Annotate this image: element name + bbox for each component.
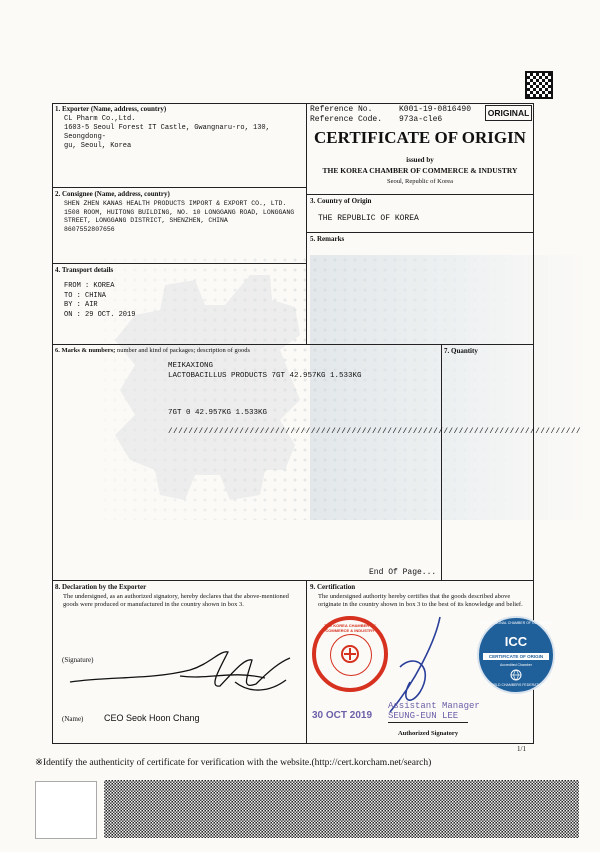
declaration-text: The undersigned, as an authorized signatory, hereby declares that the above-mentioned goods were produced or manufactured in the country shown in box 3. [63,593,289,608]
globe-icon [509,669,523,681]
goods-package-summary: 7GT 0 42.957KG 1.533KG [168,409,268,417]
certification-date: 30 OCT 2019 [312,710,373,721]
signature-label: (Signature) [62,656,94,664]
kcci-seal: THE KOREA CHAMBER OF COMMERCE & INDUSTRY [312,616,388,692]
issued-by: issued by [406,156,434,164]
quantity-heading: 7. Quantity [444,347,478,355]
goods-separator: ///////////////////////////////////////////////////////////////////////////////// [168,428,582,436]
qr-code [525,71,553,99]
goods-description: LACTOBACILLUS PRODUCTS 7GT 42.957KG 1.533KG [168,372,362,380]
stamp-name: SEUNG-EUN LEE [388,711,459,721]
original-badge: ORIGINAL [485,105,532,121]
icc-accreditation-badge: INTERNATIONAL CHAMBER OF COMMERCE ICC CERTIFICATE OF ORIGIN Accredited Chamber WORLD CHAMBERS FEDERATION [477,616,555,694]
page-number: 1/1 [517,745,526,753]
reference-code-value: 973a-cle6 [399,115,443,124]
issuer-location: Seoul, Republic of Korea [386,178,454,185]
declaration-heading: 8. Declaration by the Exporter [55,583,147,591]
name-label: (Name) [62,715,84,723]
goods-marks: MEIKAXIONG [168,362,214,370]
country-origin-value: THE REPUBLIC OF KOREA [318,214,419,223]
certificate-title: CERTIFICATE OF ORIGIN [314,128,526,147]
security-barcode [104,780,579,838]
authorized-signatory: Authorized Signatory [397,730,459,737]
issuer-name: THE KOREA CHAMBER OF COMMERCE & INDUSTRY [322,166,518,175]
reference-no-value: K001-19-0816490 [399,105,472,114]
exporter-details: CL Pharm Co.,Ltd. 1603-5 Seoul Forest IT Castle, Gwangnaru-ro, 130, Seongdong- gu, Seoul, Korea [64,115,270,150]
transport-details: FROM : KOREA TO : CHINA BY : AIR ON : 29 OCT. 2019 [64,282,136,319]
transport-heading: 4. Transport details [55,266,114,274]
consignee-heading: 2. Consignee (Name, address, country) [55,190,170,198]
reference-no-label: Reference No. [310,105,373,114]
certification-text: The undersigned authority hereby certifies that the goods described above originate in the country shown in box 3 to the best of its knowledge and belief. [318,593,523,608]
certification-heading: 9. Certification [310,583,356,591]
consignee-details: SHEN ZHEN KANAS HEALTH PRODUCTS IMPORT & EXPORT CO., LTD. 1508 ROOM, HUITONG BUILDING, NO. 10 LONGGANG ROAD, LONGGANG STREET, LONGGANG DISTRICT, SHENZHEN, CHINA 8607552807656 [64,200,295,233]
remarks-heading: 5. Remarks [310,235,345,243]
kcci-emblem-icon [340,644,360,664]
country-origin-heading: 3. Country of Origin [310,197,372,205]
reference-code-label: Reference Code. [310,115,383,124]
end-of-page: End Of Page... [369,568,437,577]
exporter-name: CEO Seok Hoon Chang [104,713,200,723]
blank-box [35,781,97,839]
exporter-signature [60,640,305,700]
exporter-heading: 1. Exporter (Name, address, country) [55,105,167,113]
goods-heading: 6. Marks & numbers; number and kind of packages; description of goods [55,347,250,354]
verification-notice: ※Identify the authenticity of certificate for verification with the website.(http://cert.korcham.net/search) [35,758,432,768]
stamp-title: Assistant Manager [388,701,480,711]
